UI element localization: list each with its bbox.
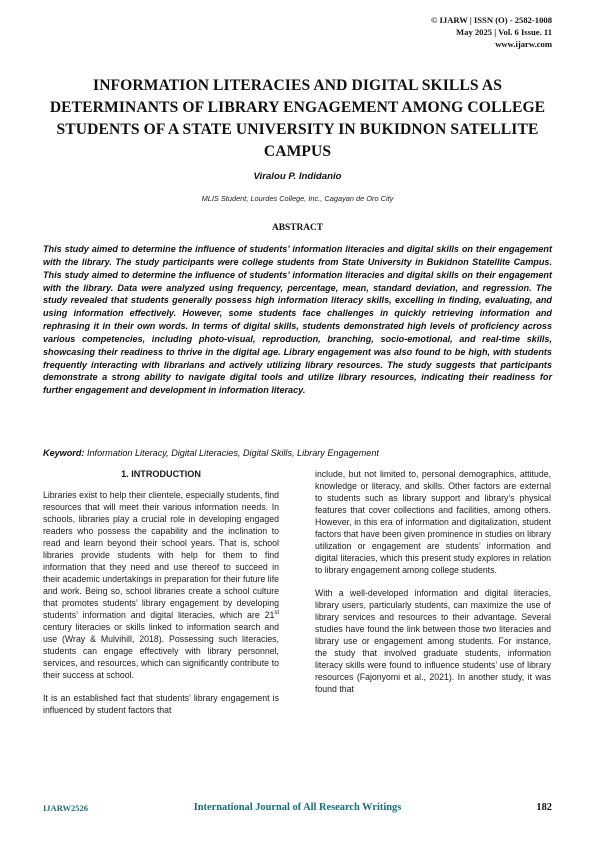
right-column xyxy=(315,468,551,706)
footer-article-id: IJARW2526 xyxy=(43,803,89,813)
keywords-line xyxy=(43,448,552,458)
abstract-heading: ABSTRACT xyxy=(271,223,324,233)
intro-paragraph-3: include, but not limited to, personal demographics, attitude, knowledge or literacy, and skills. Other factors are external to students such as library support and library’s physical features that cover collections and facilities, among others. However, in this era of information and digitalization, student factors that have been given prominence in studies on library utilization or engagement are students’ information and digital literacies, which this present study explores in relation to library engagement among college students. xyxy=(315,469,551,575)
header-copyright-issn: © IJARW | ISSN (O) - 2582-1008 xyxy=(430,15,552,25)
abstract-body: This study aimed to determine the influence of students’ information literacies and digital skills on their engagement with the library. The study participants were college students from State University in Bukidnon Statellite Campus. This study aimed to determine the influence of students’ information literacies and digital skills on their engagement with the library. Data were analyzed using frequency, percentage, mean, standard deviation, and regression. The study revealed that students generally possess high information literacy skills, excelling in finding, evaluating, and using information effectively. However, some students face challenges in quickly retrieving information and rephrasing it in their own words. In terms of digital skills, students demonstrated high levels of proficiency across various competencies, including photo-visual, reproduction, branching, socio-emotional, and real-time skills, showcasing their readiness to thrive in the digital age. Library engagement was also found to be high, with students frequently interacting with librarians and actively utilizing library resources. The study suggests that participants demonstrate a strong ability to navigate digital tools and utilize library resources, indicating their readiness for further engagement and development in information literacy. xyxy=(43,244,552,396)
header-website: www.ijarw.com xyxy=(495,39,552,49)
footer-journal-name: International Journal of All Research Writings xyxy=(193,802,402,813)
left-column xyxy=(43,468,279,727)
page-number: 182 xyxy=(536,802,552,813)
section-heading-introduction: 1. INTRODUCTION xyxy=(121,469,201,479)
page-footer xyxy=(43,802,552,816)
author-affiliation: MLIS Student, Lourdes College, Inc., Cagayan de Oro City xyxy=(201,194,394,203)
keywords-text: Information Literacy, Digital Literacies, Digital Skills, Library Engagement xyxy=(84,448,379,458)
author-name: Viralou P. Indidanio xyxy=(253,171,342,182)
intro-paragraph-1-text: Libraries exist to help their clientele, especially students, find resources that will meet their various information needs. In schools, libraries play a crucial role in developing engaged readers who possess the capability and the inclination to read and learn beyond their school years. That is, school libraries provide students with help for them to find information that they need and use thereof to succeed in their academic undertakings in preparation for their future life and work. Being so, school libraries create a school culture that promotes students’ library engagement by developing students’ information and digital literacies, which are 21 xyxy=(43,490,279,620)
intro-paragraph-1-continued: century literacies or skills linked to information search and use (Wray & Mulvihill, 2018). Possessing such literacies, students can engage effectively with library personnel, services, and resources, which can significantly contribute to their success at school. xyxy=(43,622,279,680)
intro-paragraph-2: It is an established fact that students’ library engagement is influenced by student factors that xyxy=(43,693,279,715)
ordinal-superscript: st xyxy=(274,610,279,617)
journal-header xyxy=(252,14,552,50)
keywords-label: Keyword: xyxy=(43,448,85,458)
intro-paragraph-4: With a well-developed information and digital literacies, library users, particularly students, can maximize the use of library services and resources to their advantage. Several studies have found the link between those two literacies and library use or engagement among students. For instance, the study that involved graduate students, information literacy skills were found to influence students’ use of library resources (Fajonyomi et al., 2021). In another study, it was found that xyxy=(315,588,551,694)
paper-title: INFORMATION LITERACIES AND DIGITAL SKILLS AS DETERMINANTS OF LIBRARY ENGAGEMENT AMONG COLLEGE STUDENTS OF A STATE UNIVERSITY IN BUKIDNON SATELLITE CAMPUS xyxy=(49,77,546,160)
header-issue-date: May 2025 | Vol. 6 Issue. 11 xyxy=(456,27,552,37)
intro-paragraph-1 xyxy=(43,489,279,681)
